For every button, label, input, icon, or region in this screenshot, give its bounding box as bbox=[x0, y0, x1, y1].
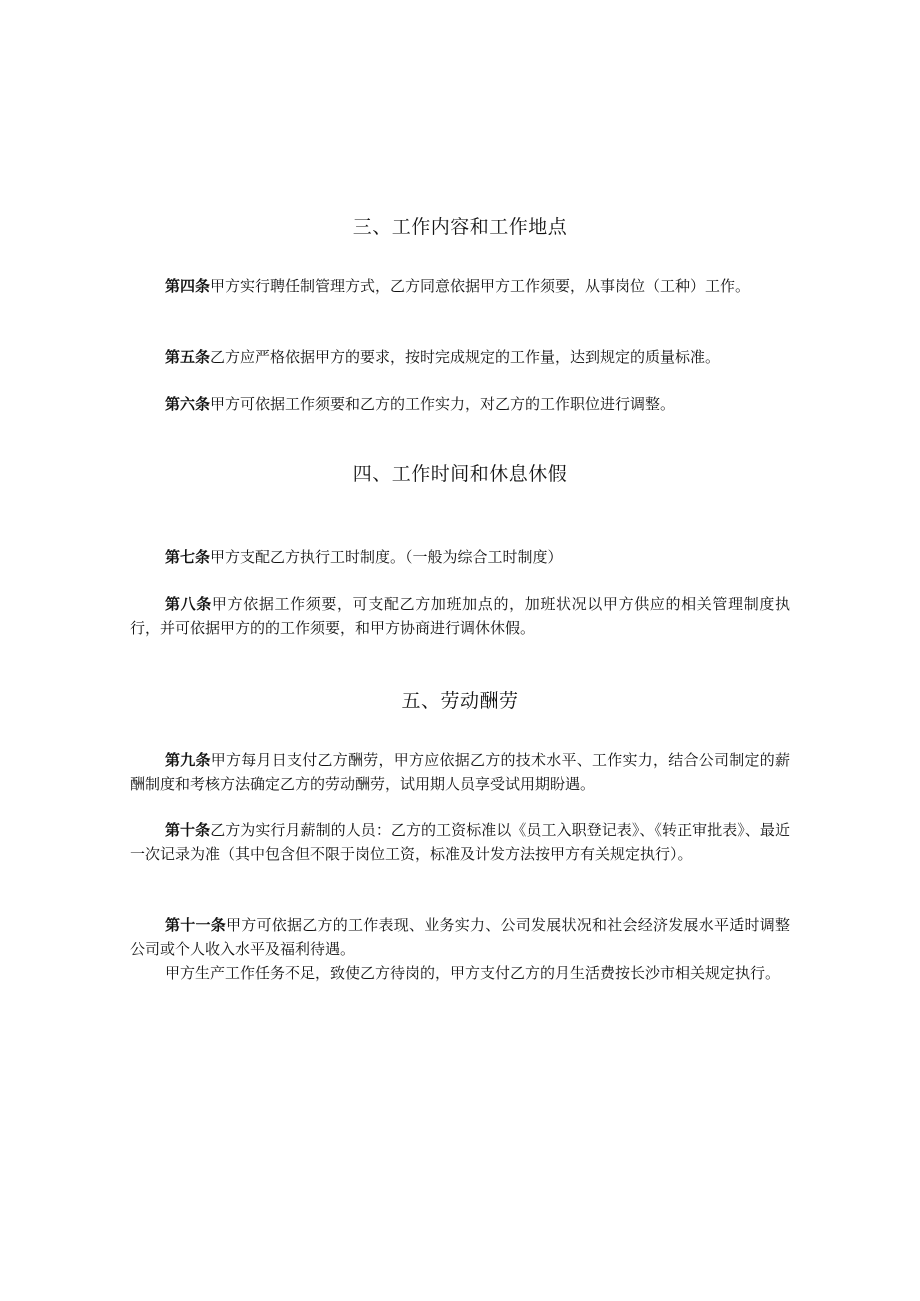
article-11 bbox=[130, 913, 790, 961]
article-4 bbox=[130, 274, 790, 298]
article-11-label: 第十一条 bbox=[165, 916, 226, 934]
section-heading-5: 五、劳动酬劳 bbox=[401, 690, 519, 712]
article-11-text: 甲方可依据乙方的工作表现、业务实力、公司发展状况和社会经济发展水平适时调整公司或个人收入水平及福利待遇。 bbox=[130, 916, 790, 958]
article-6 bbox=[130, 392, 790, 416]
article-7-label: 第七条 bbox=[165, 548, 211, 566]
article-9-text: 甲方每月日支付乙方酬劳，甲方应依据乙方的技术水平、工作实力，结合公司制定的薪酬制度和考核方法确定乙方的劳动酬劳，试用期人员享受试用期盼遇。 bbox=[130, 751, 790, 793]
article-6-text: 甲方可依据工作须要和乙方的工作实力，对乙方的工作职位进行调整。 bbox=[210, 395, 676, 413]
article-5-text: 乙方应严格依据甲方的要求，按时完成规定的工作量，达到规定的质量标准。 bbox=[210, 348, 721, 366]
article-9 bbox=[130, 748, 790, 796]
article-10-label: 第十条 bbox=[165, 821, 211, 839]
article-9-label: 第九条 bbox=[165, 751, 211, 769]
closing-paragraph: 甲方生产工作任务不足，致使乙方待岗的，甲方支付乙方的月生活费按长沙市相关规定执行。 bbox=[165, 964, 781, 982]
article-7 bbox=[130, 545, 790, 569]
article-8-text: 甲方依据工作须要，可支配乙方加班加点的，加班状况以甲方供应的相关管理制度执行，并可依据甲方的的工作须要，和甲方协商进行调休休假。 bbox=[130, 595, 790, 637]
article-8 bbox=[130, 592, 790, 640]
article-5 bbox=[130, 345, 790, 369]
article-10 bbox=[130, 818, 790, 866]
article-6-label: 第六条 bbox=[165, 395, 211, 413]
section-heading-3: 三、工作内容和工作地点 bbox=[352, 216, 568, 238]
article-4-text: 甲方实行聘任制管理方式，乙方同意依据甲方工作须要，从事岗位（工种）工作。 bbox=[210, 277, 751, 295]
article-7-text: 甲方支配乙方执行工时制度。（一般为综合工时制度） bbox=[210, 548, 563, 566]
article-8-label: 第八条 bbox=[165, 595, 212, 613]
article-4-label: 第四条 bbox=[165, 277, 211, 295]
article-5-label: 第五条 bbox=[165, 348, 211, 366]
article-10-text: 乙方为实行月薪制的人员：乙方的工资标准以《员工入职登记表》、《转正审批表》、最近一次记录为准（其中包含但不限于岗位工资，标准及计发方法按甲方有关规定执行）。 bbox=[130, 821, 790, 863]
section-heading-4: 四、工作时间和休息休假 bbox=[352, 463, 568, 485]
